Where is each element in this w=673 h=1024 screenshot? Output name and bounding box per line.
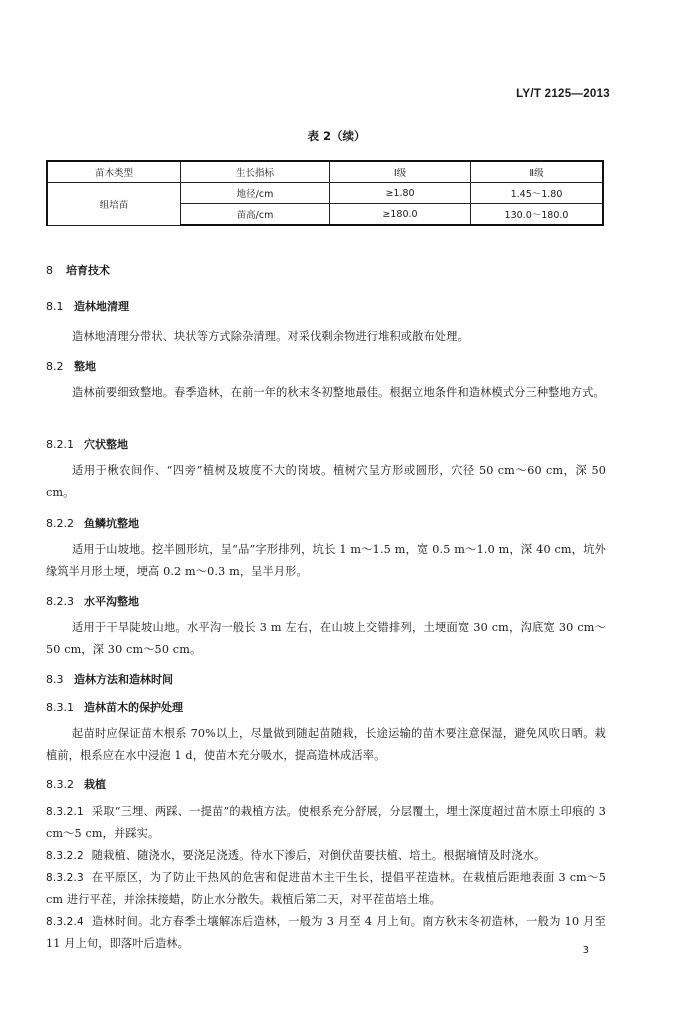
paragraph-8-2: 造林前要细致整地。春季造林，在前一年的秋末冬初整地最佳。根据立地条件和造林模式分三种整地方式。 (72, 386, 605, 399)
header-seedling-type: 苗木类型 (47, 161, 181, 183)
section-heading-8-3: 8.3 造林方法和造林时间 (46, 673, 173, 686)
cell-indicator: 地径/cm (181, 183, 330, 204)
table-caption: 表 2（续） (307, 129, 366, 143)
section-heading-8-2-1: 8.2.1 穴状整地 (46, 438, 128, 451)
paragraph-8-2-2: 适用于山坡地。挖半圆形坑，呈“品”字形排列，坑长 1 m～1.5 m，宽 0.5 m～1.0 m，深 40 cm，坑外缘筑半月形土埂，埂高 0.2 m～0.3 m，呈半月形。 (46, 543, 606, 578)
table-row (47, 183, 603, 204)
cell-grade-1: ≥1.80 (330, 183, 471, 204)
list-item-8-3-2-3: 8.3.2.3 在平原区，为了防止干热风的危害和促进苗木主干生长，提倡平茬造林。在栽植后距地表面 3 cm～5 cm 进行平茬，并涂抹接蜡，防止水分散失。栽植后第二天，对平茬苗培土堆。 (46, 871, 606, 906)
list-item-8-3-2-4: 8.3.2.4 造林时间。北方春季土壤解冻后造林，一般为 3 月至 4 月上旬。南方秋末冬初造林，一般为 10 月至 11 月上旬，即落叶后造林。 (46, 915, 606, 950)
section-heading-8-2-3: 8.2.3 水平沟整地 (46, 595, 139, 608)
section-heading-8: 8 培育技术 (46, 264, 110, 277)
cell-grade-1: ≥180.0 (330, 204, 471, 226)
page-number: 3 (582, 945, 589, 956)
list-item-8-3-2-1: 8.3.2.1 采取“三埋、两踩、一提苗”的栽植方法。使根系充分舒展，分层覆土，埋土深度超过苗木原土印痕的 3 cm～5 cm，并踩实。 (46, 805, 606, 840)
section-heading-8-3-2: 8.3.2 栽植 (46, 778, 106, 791)
cell-grade-2: 130.0～180.0 (471, 204, 604, 226)
cell-grade-2: 1.45～1.80 (471, 183, 604, 204)
paragraph-8-3-1: 起苗时应保证苗木根系 70%以上，尽量做到随起苗随栽，长途运输的苗木要注意保湿，避免风吹日晒。栽植前，根系应在水中浸泡 1 d，使苗木充分吸水，提高造林成活率。 (46, 727, 606, 762)
paragraph-8-2-1: 适用于楸农间作、“四旁”植树及坡度不大的岗坡。植树穴呈方形或圆形，穴径 50 cm～60 cm，深 50 cm。 (46, 464, 606, 499)
seedling-grade-table (46, 160, 604, 226)
header-grade-1: Ⅰ级 (330, 161, 471, 183)
section-heading-8-2-2: 8.2.2 鱼鳞坑整地 (46, 517, 139, 530)
standard-code: LY/T 2125—2013 (516, 88, 610, 100)
section-heading-8-2: 8.2 整地 (46, 360, 96, 373)
paragraph-8-1: 造林地清理分带状、块状等方式除杂清理。对采伐剩余物进行堆积或散布处理。 (72, 330, 469, 343)
header-growth-indicator: 生长指标 (181, 161, 330, 183)
cell-seedling-group: 组培苗 (47, 183, 181, 226)
table-header-row (47, 161, 603, 183)
list-item-8-3-2-2: 8.3.2.2 随栽植、随浇水，要浇足浇透。待水下渗后，对倒伏苗要扶植、培土。根据墒情及时浇水。 (46, 849, 546, 862)
paragraph-8-2-3: 适用于干旱陡坡山地。水平沟一般长 3 m 左右，在山坡上交错排列，土埂面宽 30 cm，沟底宽 30 cm～50 cm，深 30 cm～50 cm。 (46, 621, 606, 656)
section-heading-8-1: 8.1 造林地清理 (46, 300, 129, 313)
section-heading-8-3-1: 8.3.1 造林苗木的保护处理 (46, 701, 183, 714)
cell-indicator: 苗高/cm (181, 204, 330, 226)
header-grade-2: Ⅱ级 (471, 161, 604, 183)
